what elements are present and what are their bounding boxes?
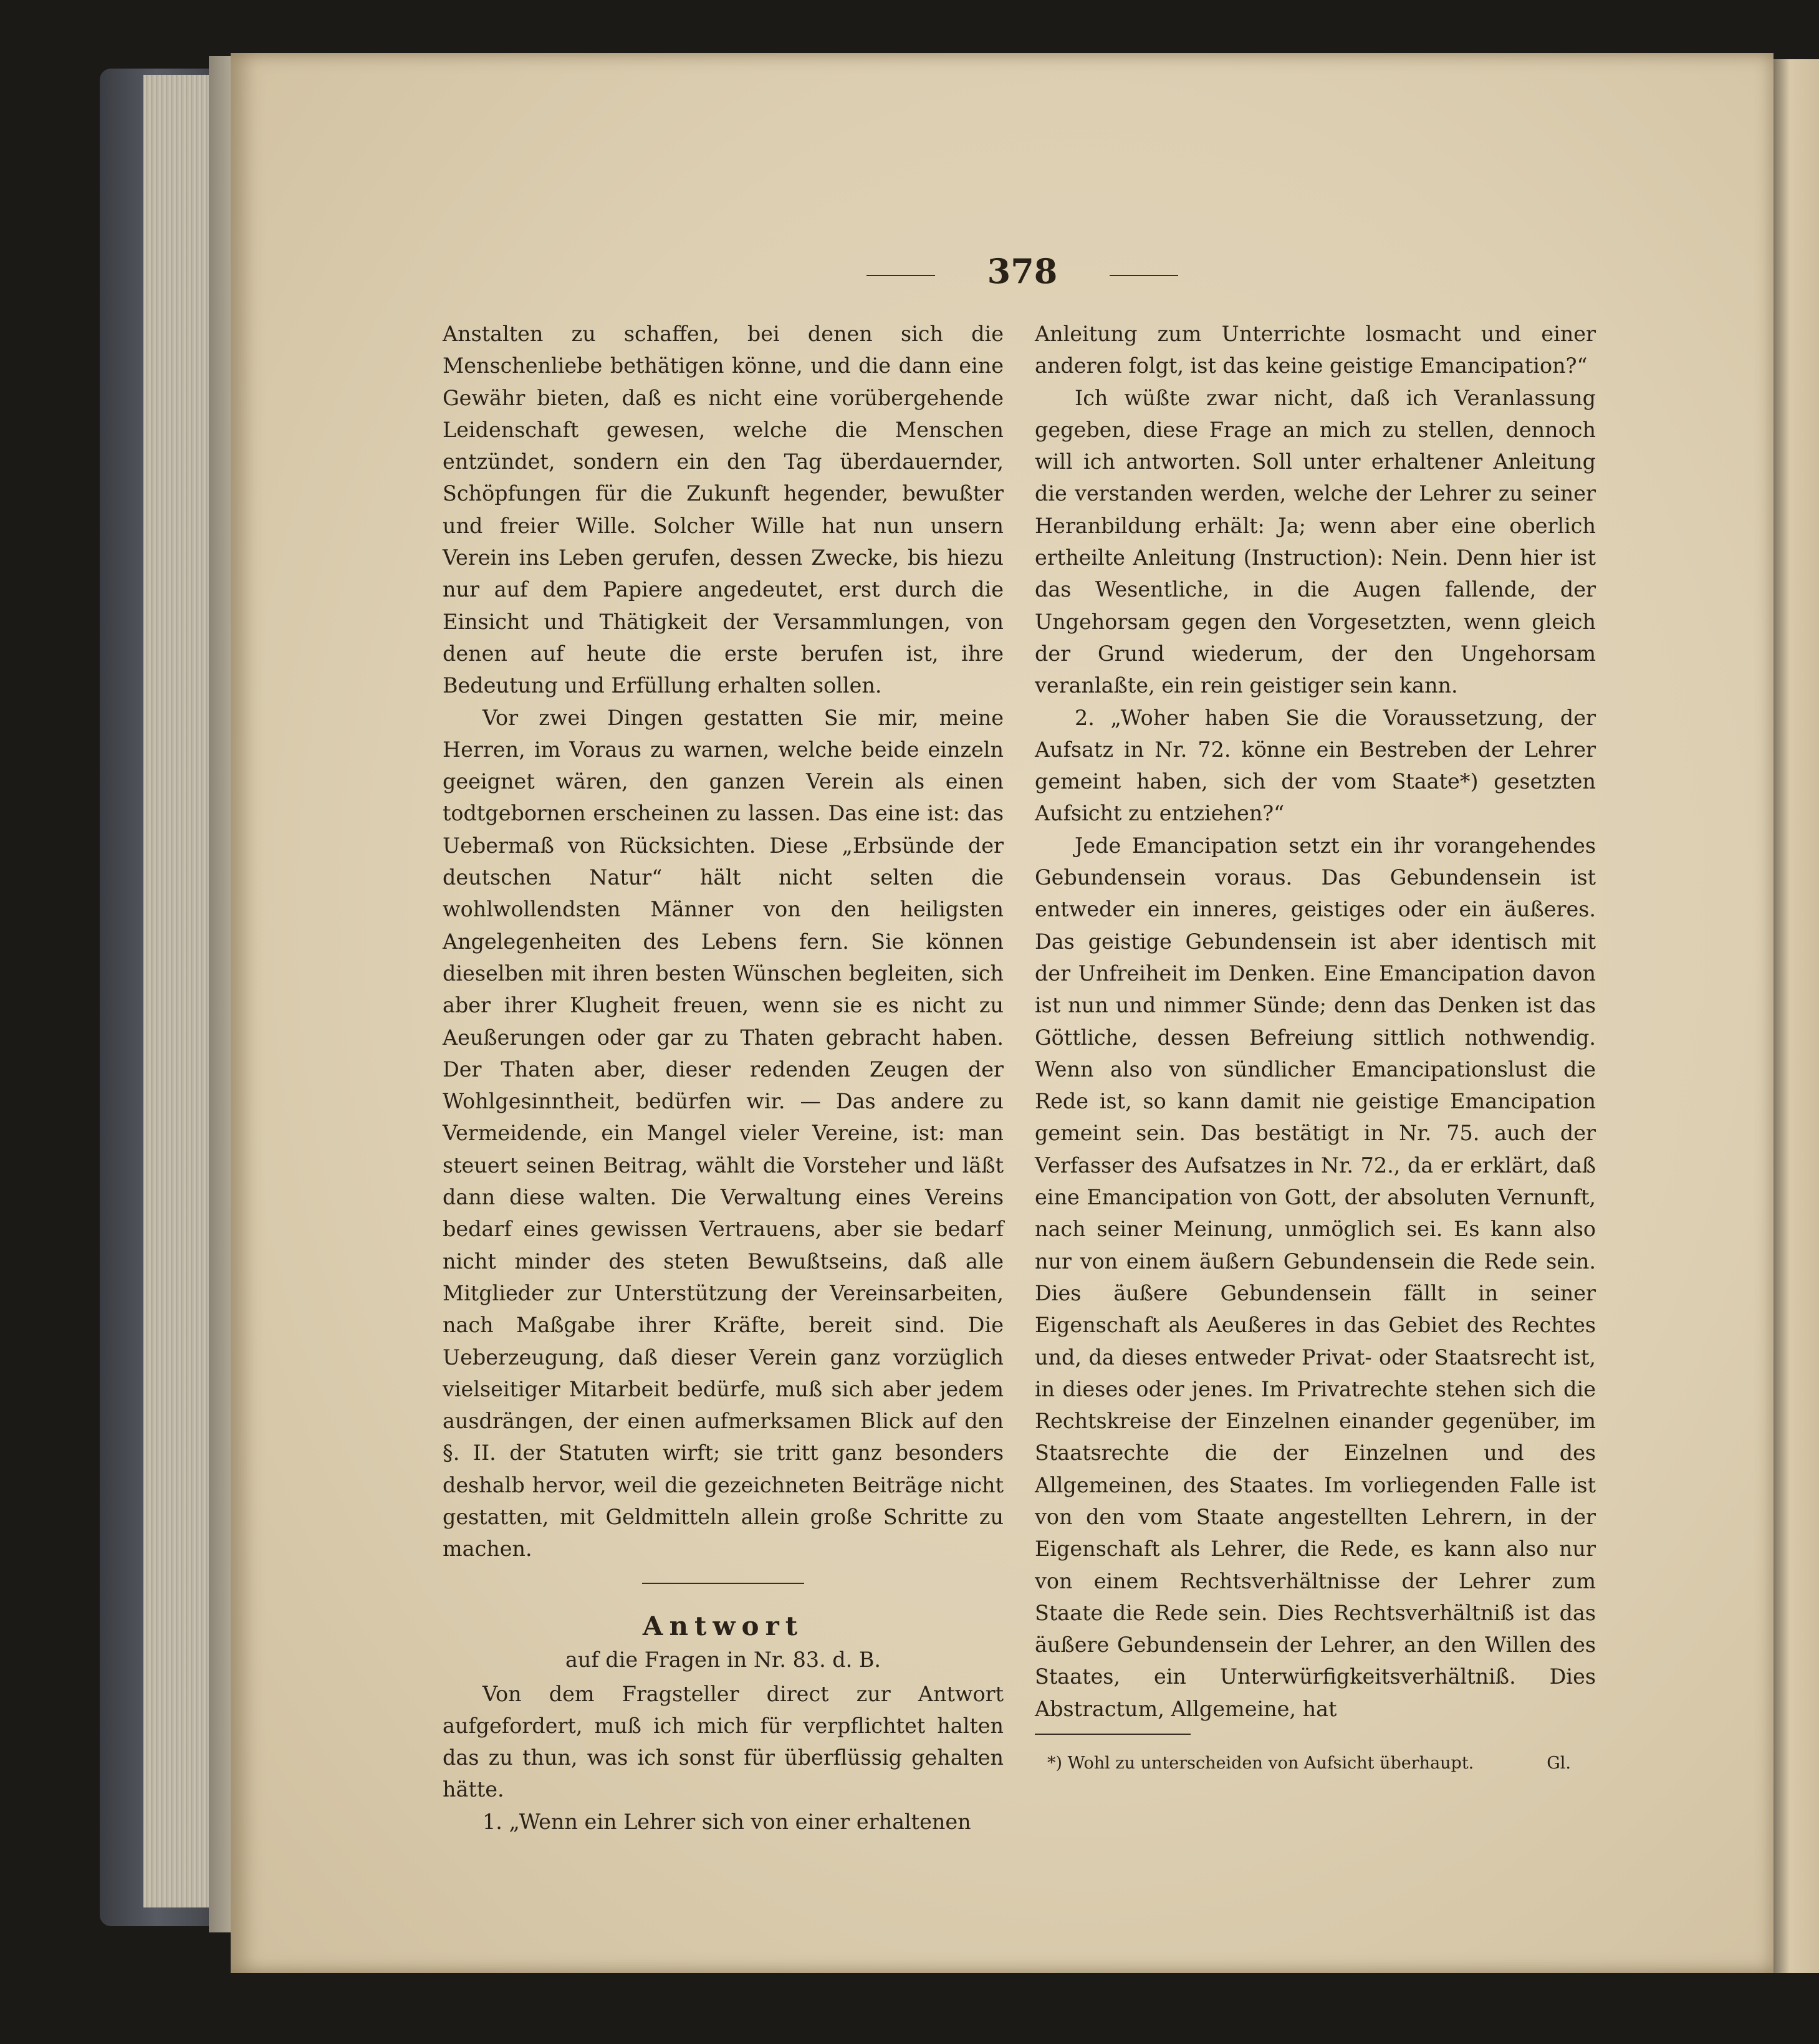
footnote (1035, 1751, 1596, 1776)
footnote-divider (1035, 1734, 1191, 1735)
footnote-signature: Gl. (1547, 1754, 1571, 1773)
header-rule-left (866, 275, 935, 276)
paragraph: Jede Emancipation setzt ein ihr vorangehendes Gebundensein voraus. Das Gebundensein ist entweder ein inneres, geistiges oder ein äußeres. Das geistige Gebundensein ist aber identisch mit der Unfreiheit im Denken. Eine Emancipation davon ist nun und nimmer Sünde; denn das Denken ist das Göttliche, dessen Befreiung sittlich nothwendig. Wenn also von sündlicher Emancipationslust die Rede ist, so kann damit nie geistige Emancipation gemeint sein. Das bestätigt in Nr. 75. auch der Verfasser des Aufsatzes in Nr. 72., da er erklärt, daß eine Emancipation von Gott, der absoluten Vernunft, nach seiner Meinung, unmöglich sei. Es kann also nur von einem äußern Gebundensein die Rede sein. Dies äußere Gebundensein fällt in seiner Eigenschaft als Aeußeres in das Gebiet des Rechtes und, da dieses entweder Privat- oder Staatsrecht ist, in dieses oder jenes. Im Privatrechte stehen sich die Rechtskreise der Einzelnen einander gegenüber, im Staatsrechte die der Einzelnen und des Allgemeinen, des Staates. Im vorliegenden Falle ist von den vom Staate angestellten Lehrern, in der Eigenschaft als Lehrer, die Rede, es kann also nur von einem Rechtsverhältnisse der Lehrer zum Staate die Rede sein. Dies Rechtsverhältniß ist das äußere Gebundensein der Lehrer, an den Willen des Staates, ein Unterwürfigkeitsverhältniß. Dies Abstractum, Allgemeine, hat (1035, 833, 1596, 1721)
page-header (866, 252, 1178, 290)
paragraph: Anstalten zu schaffen, bei denen sich die Menschenliebe bethätigen könne, und die dann eine Gewähr bieten, daß es nicht eine vorübergehende Leidenschaft gewesen, welche die Menschen entzündet, sondern ein den Tag überdauernder, Schöpfungen für die Zukunft hegender, bewußter und freier Wille. Solcher Wille hat nun unsern Verein ins Leben gerufen, dessen Zwecke, bis hiezu nur auf dem Papiere angedeutet, erst durch die Einsicht und Thätigkeit der Versammlungen, von denen auf heute die erste berufen ist, ihre Bedeutung und Erfüllung erhalten sollen. (443, 322, 1004, 698)
answer-subheading: auf die Fragen in Nr. 83. d. B. (565, 1647, 881, 1672)
header-rule-right (1110, 275, 1178, 276)
paragraph: 1. „Wenn ein Lehrer sich von einer erhaltenen (482, 1809, 971, 1834)
next-page-edge (1770, 59, 1819, 1973)
right-column (1035, 318, 1596, 1776)
page-number: 378 (987, 251, 1058, 291)
paragraph: Von dem Fragsteller direct zur Antwort aufgefordert, muß ich mich für verpflichtet halten das zu thun, was ich sonst für überflüssig gehalten hätte. (443, 1681, 1004, 1802)
footnote-text: *) Wohl zu unterscheiden von Aufsicht überhaupt. (1047, 1754, 1474, 1773)
paragraph: 2. „Woher haben Sie die Voraussetzung, der Aufsatz in Nr. 72. könne ein Bestreben der Lehrer gemeint haben, sich der vom Staate*) gesetzten Aufsicht zu entziehen?“ (1035, 705, 1596, 826)
left-column (443, 318, 1004, 1838)
answer-heading: Antwort (642, 1610, 804, 1641)
section-divider (642, 1583, 804, 1584)
paragraph: Ich wüßte zwar nicht, daß ich Veranlassung gegeben, diese Frage an mich zu stellen, dennoch will ich antworten. Soll unter erhaltener Anleitung die verstanden werden, welche der Lehrer zu seiner Heranbildung erhält: Ja; wenn aber eine oberlich ertheilte Anleitung (Instruction): Nein. Denn hier ist das Wesentliche, in die Augen fallende, der Ungehorsam gegen den Vorgesetzten, wenn gleich der Grund wiederum, der den Ungehorsam veranlaßte, ein rein geistiger sein kann. (1035, 385, 1596, 698)
paragraph: Anleitung zum Unterrichte losmacht und einer anderen folgt, ist das keine geistige Emancipation?“ (1035, 322, 1596, 378)
paragraph: Vor zwei Dingen gestatten Sie mir, meine Herren, im Voraus zu warnen, welche beide einzeln geeignet wären, den ganzen Verein als einen todtgebornen erscheinen zu lassen. Das eine ist: das Uebermaß von Rücksichten. Diese „Erbsünde der deutschen Natur“ hält nicht selten die wohlwollendsten Männer von den heiligsten Angelegenheiten des Lebens fern. Sie können dieselben mit ihren besten Wünschen begleiten, sich aber ihrer Klugheit freuen, wenn sie es nicht zu Aeußerungen oder gar zu Thaten gebracht haben. Der Thaten aber, dieser redenden Zeugen der Wohlgesinntheit, bedürfen wir. — Das andere zu Vermeidende, ein Mangel vieler Vereine, ist: man steuert seinen Beitrag, wählt die Vorsteher und läßt dann diese walten. Die Verwaltung eines Vereins bedarf eines gewissen Vertrauens, aber sie bedarf nicht minder des steten Bewußtseins, daß alle Mitglieder zur Unterstützung der Vereinsarbeiten, nach Maßgabe ihrer Kräfte, bereit sind. Die Ueberzeugung, daß dieser Verein ganz vorzüglich vielseitiger Mitarbeit bedürfe, muß sich aber jedem ausdrängen, der einen aufmerksamen Blick auf den §. II. der Statuten wirft; sie tritt ganz besonders deshalb hervor, weil die gezeichneten Beiträge nicht gestatten, mit Geldmitteln allein große Schritte zu machen. (443, 705, 1004, 1562)
